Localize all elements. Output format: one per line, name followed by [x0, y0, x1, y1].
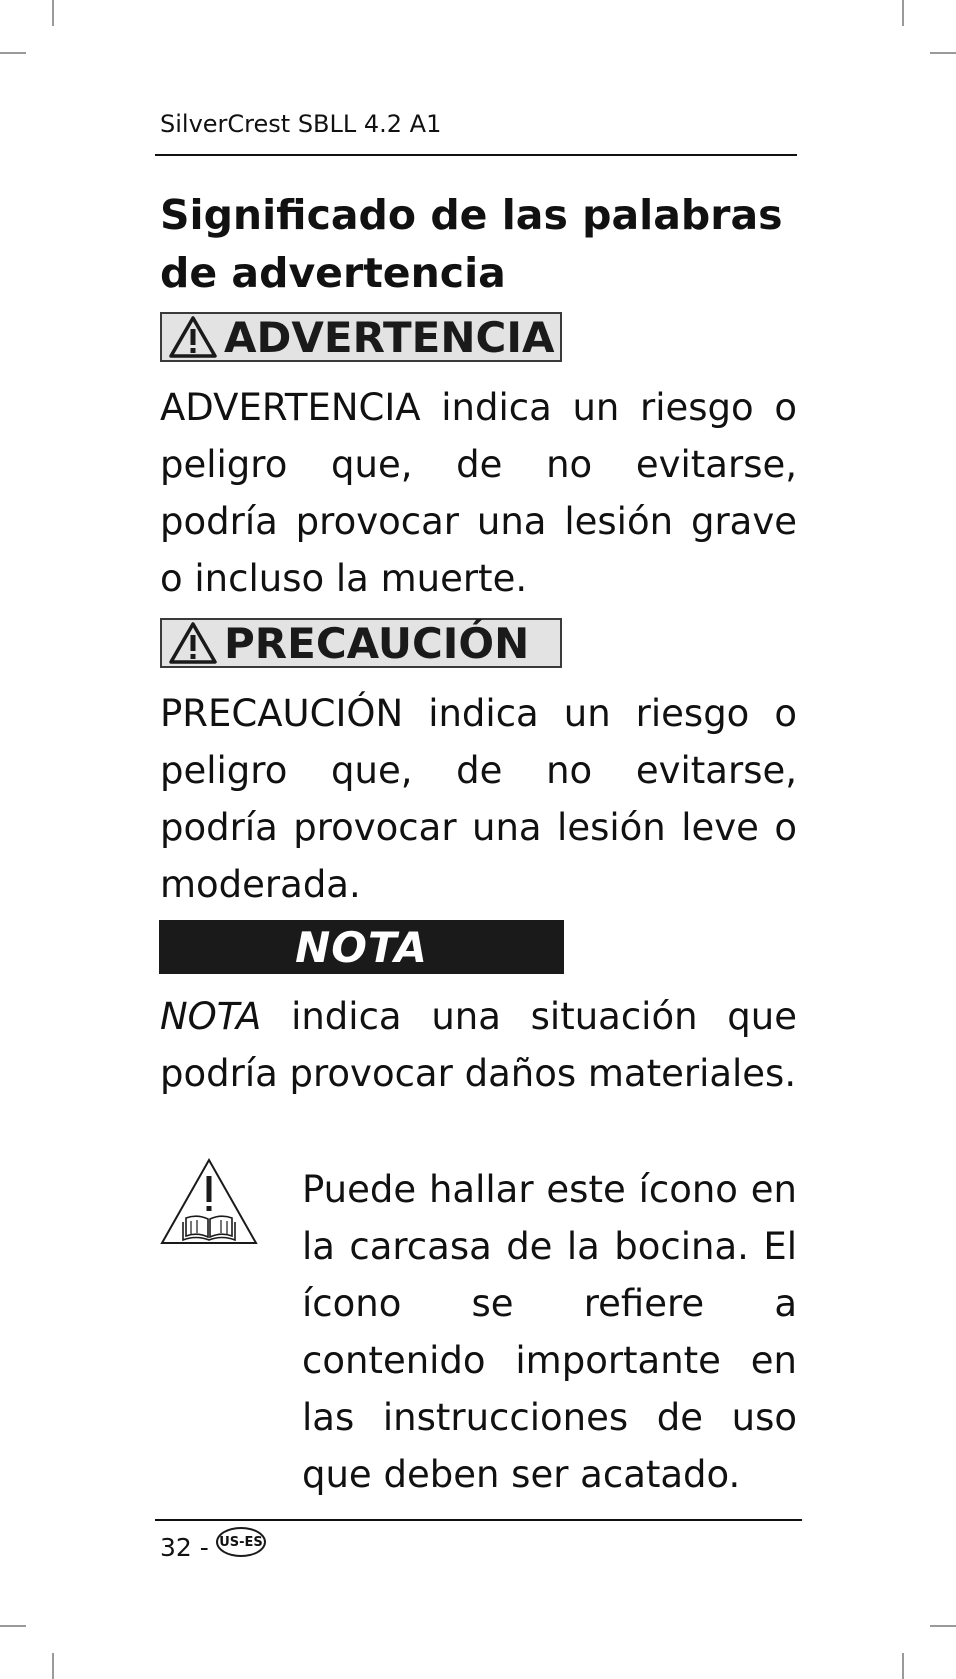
- crop-mark: [52, 1653, 54, 1679]
- note-label-text: NOTA: [295, 922, 428, 972]
- crop-mark: [930, 52, 956, 54]
- crop-mark: [902, 1653, 904, 1679]
- caution-label-text: PRECAUCIÓN: [224, 618, 530, 668]
- crop-mark: [0, 1625, 26, 1627]
- warning-label: [160, 312, 562, 362]
- warning-triangle-icon: [168, 621, 218, 665]
- note-lead-word: NOTA: [160, 995, 262, 1038]
- caution-description: PRECAUCIÓN indica un riesgo o peligro que, de no evitarse, podría provocar una lesión leve o moderada.: [160, 692, 797, 906]
- warning-label-text: ADVERTENCIA: [224, 312, 555, 362]
- document-header: SilverCrest SBLL 4.2 A1: [160, 110, 442, 138]
- manual-icon-description: Puede hallar este ícono en la carcasa de la bocina. El ícono se refiere a contenido importante en las instrucciones de uso que deben ser acatado.: [302, 1168, 797, 1496]
- crop-mark: [52, 0, 54, 26]
- warning-triangle-icon: [168, 315, 218, 359]
- section-title: Significado de las palabras de advertencia: [160, 191, 783, 297]
- note-label: [159, 920, 564, 974]
- header-rule: [155, 154, 797, 156]
- crop-mark: [930, 1625, 956, 1627]
- crop-mark: [902, 0, 904, 26]
- warning-description: ADVERTENCIA indica un riesgo o peligro que, de no evitarse, podría provocar una lesión grave o incluso la muerte.: [160, 386, 797, 600]
- note-text: indica una situación que podría provocar daños materiales.: [160, 995, 797, 1095]
- crop-mark: [0, 52, 26, 54]
- read-manual-warning-icon: [159, 1158, 259, 1246]
- page-number: 32 -: [160, 1533, 209, 1562]
- note-description: [160, 988, 797, 1102]
- country-badge: US-ES: [216, 1527, 266, 1557]
- footer-rule: [155, 1519, 802, 1521]
- caution-label: [160, 618, 562, 668]
